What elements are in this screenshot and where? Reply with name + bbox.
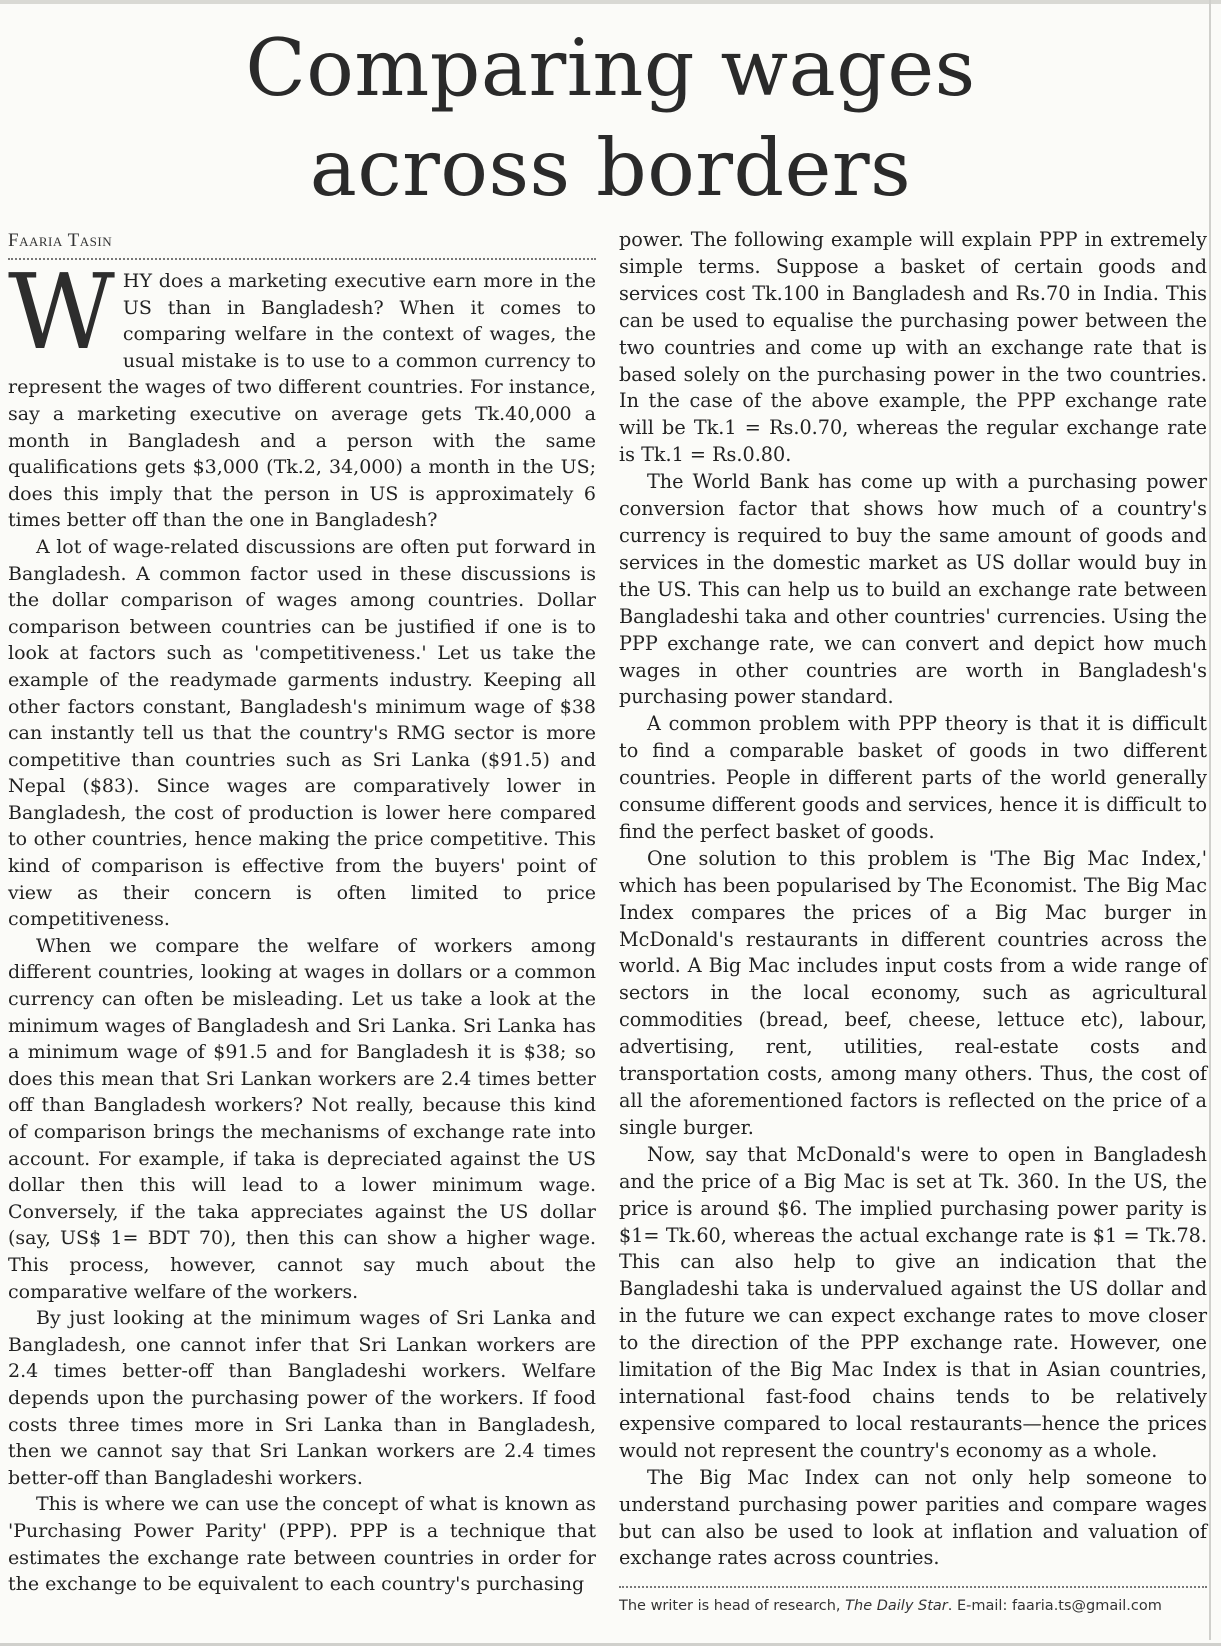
author-byline: Faaria Tasin — [8, 230, 113, 251]
footnote-publication: The Daily Star — [845, 1598, 948, 1615]
paragraph-9: Now, say that McDonald's were to open in Bangladesh and the price of a Big Mac is set at Tk. 360. In the US, the price is around $6. The implied purchasing power parity is $1= Tk.60, whereas the actual exchange rate is $1 = Tk.78. This can also help to give an indication that the Bangladeshi taka is undervalued against the US dollar and in the future we can expect exchange rates to move closer to the direction of the PPP exchange rate. However, one limitation of the Big Mac Index is that in Asian countries, international fast-food chains tends to be relatively expensive compared to local restaurants—hence the prices would not represent the country's economy as a whole. — [619, 1142, 1207, 1462]
paragraph-5-end: power. The following example will explain PPP in extremely simple terms. Suppose a basket of certain goods and services cost Tk.100 in Bangladesh and Rs.70 in India. This can be used to equalise the purchasing power between the two countries and come up with an exchange rate that is based solely on the purchasing power in the two countries. In the case of the above example, the PPP exchange rate will be Tk.1 = Rs.0.70, whereas the regular exchange rate is Tk.1 = Rs.0.80. — [619, 228, 1207, 467]
paragraph-2: A lot of wage-related discussions are often put forward in Bangladesh. A common factor used in these discussions is the dollar comparison of wages among countries. Dollar comparison between countries can be justified if one is to look at factors such as 'competitiveness.' Let us take the example of the readymade garments industry. Keeping all other factors constant, Bangladesh's minimum wage of $38 can instantly tell us that the country's RMG sector is more competitive than countries such as Sri Lanka ($91.5) and Nepal ($83). Since wages are comparatively lower in Bangladesh, the cost of production is lower here compared to other countries, hence making the price competitive. This kind of comparison is effective from the buyers' point of view as their concern is often limited to price competitiveness. — [8, 535, 596, 931]
drop-cap: W — [8, 251, 115, 373]
paragraph-6: The World Bank has come up with a purchasing power conversion factor that shows how much of a country's currency is required to buy the same amount of goods and services in the domestic market as US dollar would buy in the US. This can help us to build an exchange rate between Bangladeshi taka and other countries' currencies. Using the PPP exchange rate, we can convert and depict how much wages in other countries are worth in Bangladesh's purchasing power standard. — [619, 470, 1207, 709]
column-left — [8, 227, 596, 1598]
author-footnote — [619, 1596, 1207, 1616]
paragraph-4: By just looking at the minimum wages of Sri Lanka and Bangladesh, one cannot infer that Sri Lankan workers are 2.4 times better-off than Bangladeshi workers. Welfare depends upon the purchasing power of the workers. If food costs three times more in Sri Lanka than in Bangladesh, then we cannot say that Sri Lankan workers are 2.4 times better-off than Bangladeshi workers. — [8, 1307, 596, 1489]
paragraph-1-text: HY does a marketing executive earn more in the US than in Bangladesh? When it comes to comparing welfare in the context of wages, the usual mistake is to use to a common currency to represent the wages of two different countries. For instance, say a marketing executive on average gets Tk.40,000 a month in Bangladesh and a person with the same qualifications gets $3,000 (Tk.2, 34,000) a month in the US; does this imply that the person in US is approximately 6 times better off than the one in Bangladesh? — [8, 270, 596, 532]
paragraph-10: The Big Mac Index can not only help someone to understand purchasing power parities and compare wages but can also be used to look at inflation and valuation of exchange rates across countries. — [619, 1465, 1207, 1570]
footnote-prefix: The writer is head of research, — [619, 1598, 846, 1615]
paragraph-5-start: This is where we can use the concept of what is known as 'Purchasing Power Parity' (PPP). PPP is a technique that estimates the exchange rate between countries in order for the exchange to be equivalent to each country's purchasing — [8, 1493, 596, 1596]
footnote-email: . E-mail: faaria.ts@gmail.com — [947, 1598, 1162, 1615]
headline-line-2: across borders — [309, 122, 912, 214]
column-right — [619, 227, 1207, 1616]
article-headline — [0, 18, 1221, 218]
paragraph-8: One solution to this problem is 'The Big Mac Index,' which has been popularised by The Economist. The Big Mac Index compares the prices of a Big Mac burger in McDonald's restaurants in different countries across the world. A Big Mac includes input costs from a wide range of sectors in the local economy, such as agricultural commodities (bread, beef, cheese, lettuce etc), labour, advertising, rent, utilities, real-estate costs and transportation costs, among many others. Thus, the cost of all the aforementioned factors is reflected on the price of a single burger. — [619, 846, 1207, 1139]
paragraph-7: A common problem with PPP theory is that it is difficult to find a comparable basket of goods in two different countries. People in different parts of the world generally consume different goods and services, hence it is difficult to find the perfect basket of goods. — [619, 712, 1207, 843]
paragraph-3: When we compare the welfare of workers among different countries, looking at wages in dollars or a common currency can often be misleading. Let us take a look at the minimum wages of Bangladesh and Sri Lanka. Sri Lanka has a minimum wage of $91.5 and for Bangladesh it is $38; so does this mean that Sri Lankan workers are 2.4 times better off than Bangladesh workers? Not really, because this kind of comparison brings the mechanisms of exchange rate into account. For example, if taka is depreciated against the US dollar then this will lead to a lower minimum wage. Conversely, if the taka appreciates against the US dollar (say, US$ 1= BDT 70), then this can show a higher wage. This process, however, cannot say much about the comparative welfare of the workers. — [8, 934, 596, 1303]
right-border — [1209, 0, 1211, 1640]
paragraph-1 — [8, 251, 596, 534]
headline-line-1: Comparing wages — [245, 22, 976, 114]
top-border — [0, 0, 1221, 4]
footnote-divider — [619, 1586, 1207, 1588]
